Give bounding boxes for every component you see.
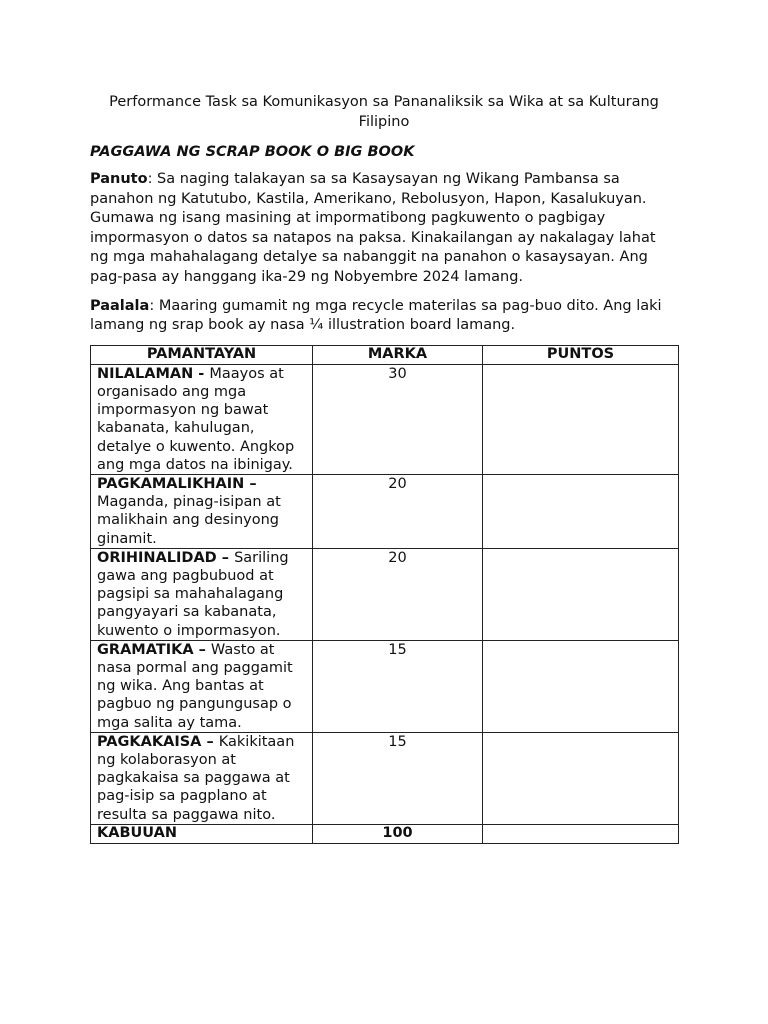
- puntos-cell: [483, 548, 679, 640]
- criterion-cell: [91, 732, 313, 824]
- criterion-description: Sariling gawa ang pagbubuod at pagsipi sa mahahalagang pangyayari sa kabanata, kuwento o impormasyon.: [97, 549, 289, 639]
- criterion-name: PAGKAKAISA –: [97, 733, 219, 750]
- criterion-description: Wasto at nasa pormal ang paggamit ng wika. Ang bantas at pagbuo ng pangungusap o mga salita ay tama.: [97, 641, 293, 731]
- total-row: [91, 824, 679, 843]
- table-row: [91, 732, 679, 824]
- criterion-name: ORIHINALIDAD –: [97, 549, 235, 566]
- total-puntos: [483, 824, 679, 843]
- criterion-description: Maganda, pinag-isipan at malikhain ang desinyong ginamit.: [97, 494, 281, 547]
- table-row: [91, 548, 679, 640]
- instructions-text: : Sa naging talakayan sa sa Kasaysayan ng Wikang Pambansa sa panahon ng Katutubo, Kastila, Amerikano, Rebolusyon, Hapon, Kasalukuyan. Gumawa ng isang masining at impormatibong pagkuwento o pagbigay impormasyon o datos sa natapos na paksa. Kinakailangan ay nakalagay lahat ng mga mahahalagang detalye sa nabanggit na panahon o kasaysayan. Ang pag-pasa ay hanggang ika-29 ng Nobyembre 2024 lamang.: [90, 171, 656, 285]
- criterion-cell: [91, 640, 313, 732]
- total-label: KABUUAN: [91, 824, 313, 843]
- rubric-header-row: [91, 345, 679, 364]
- puntos-cell: [483, 474, 679, 548]
- reminder-paragraph: [90, 297, 678, 336]
- marka-cell: 15: [313, 732, 483, 824]
- document-title: Performance Task sa Komunikasyon sa Pananaliksik sa Wika at sa Kulturang Filipino: [109, 94, 659, 130]
- criterion-name: NILALAMAN -: [97, 365, 210, 382]
- puntos-cell: [483, 640, 679, 732]
- header-puntos: PUNTOS: [483, 345, 679, 364]
- criterion-cell: [91, 364, 313, 474]
- instructions-label: Panuto: [90, 171, 148, 187]
- puntos-cell: [483, 732, 679, 824]
- marka-cell: 15: [313, 640, 483, 732]
- total-marka: 100: [313, 824, 483, 843]
- header-pamantayan: PAMANTAYAN: [91, 345, 313, 364]
- header-marka: MARKA: [313, 345, 483, 364]
- table-row: [91, 364, 679, 474]
- marka-cell: 30: [313, 364, 483, 474]
- criterion-description: Maayos at organisado ang mga impormasyon ng bawat kabanata, kahulugan, detalye o kuwento. Angkop ang mga datos na ibinigay.: [97, 365, 295, 473]
- document-page: [90, 92, 678, 844]
- criterion-name: GRAMATIKA –: [97, 641, 211, 658]
- table-row: [91, 640, 679, 732]
- criterion-name: PAGKAMALIKHAIN –: [97, 475, 257, 492]
- instructions-paragraph: [90, 170, 678, 288]
- marka-cell: 20: [313, 548, 483, 640]
- criterion-cell: [91, 548, 313, 640]
- rubric-table: [90, 345, 679, 844]
- criterion-description: Kakikitaan ng kolaborasyon at pagkakaisa sa paggawa at pag-isip sa pagplano at resulta sa paggawa nito.: [97, 733, 295, 823]
- reminder-text: : Maaring gumamit ng mga recycle materilas sa pag-buo dito. Ang laki lamang ng srap book ay nasa ¼ illustration board lamang.: [90, 297, 662, 334]
- criterion-cell: [91, 474, 313, 548]
- table-row: [91, 474, 679, 548]
- puntos-cell: [483, 364, 679, 474]
- task-heading: PAGGAWA NG SCRAP BOOK O BIG BOOK: [90, 144, 415, 160]
- reminder-label: Paalala: [90, 297, 150, 314]
- marka-cell: 20: [313, 474, 483, 548]
